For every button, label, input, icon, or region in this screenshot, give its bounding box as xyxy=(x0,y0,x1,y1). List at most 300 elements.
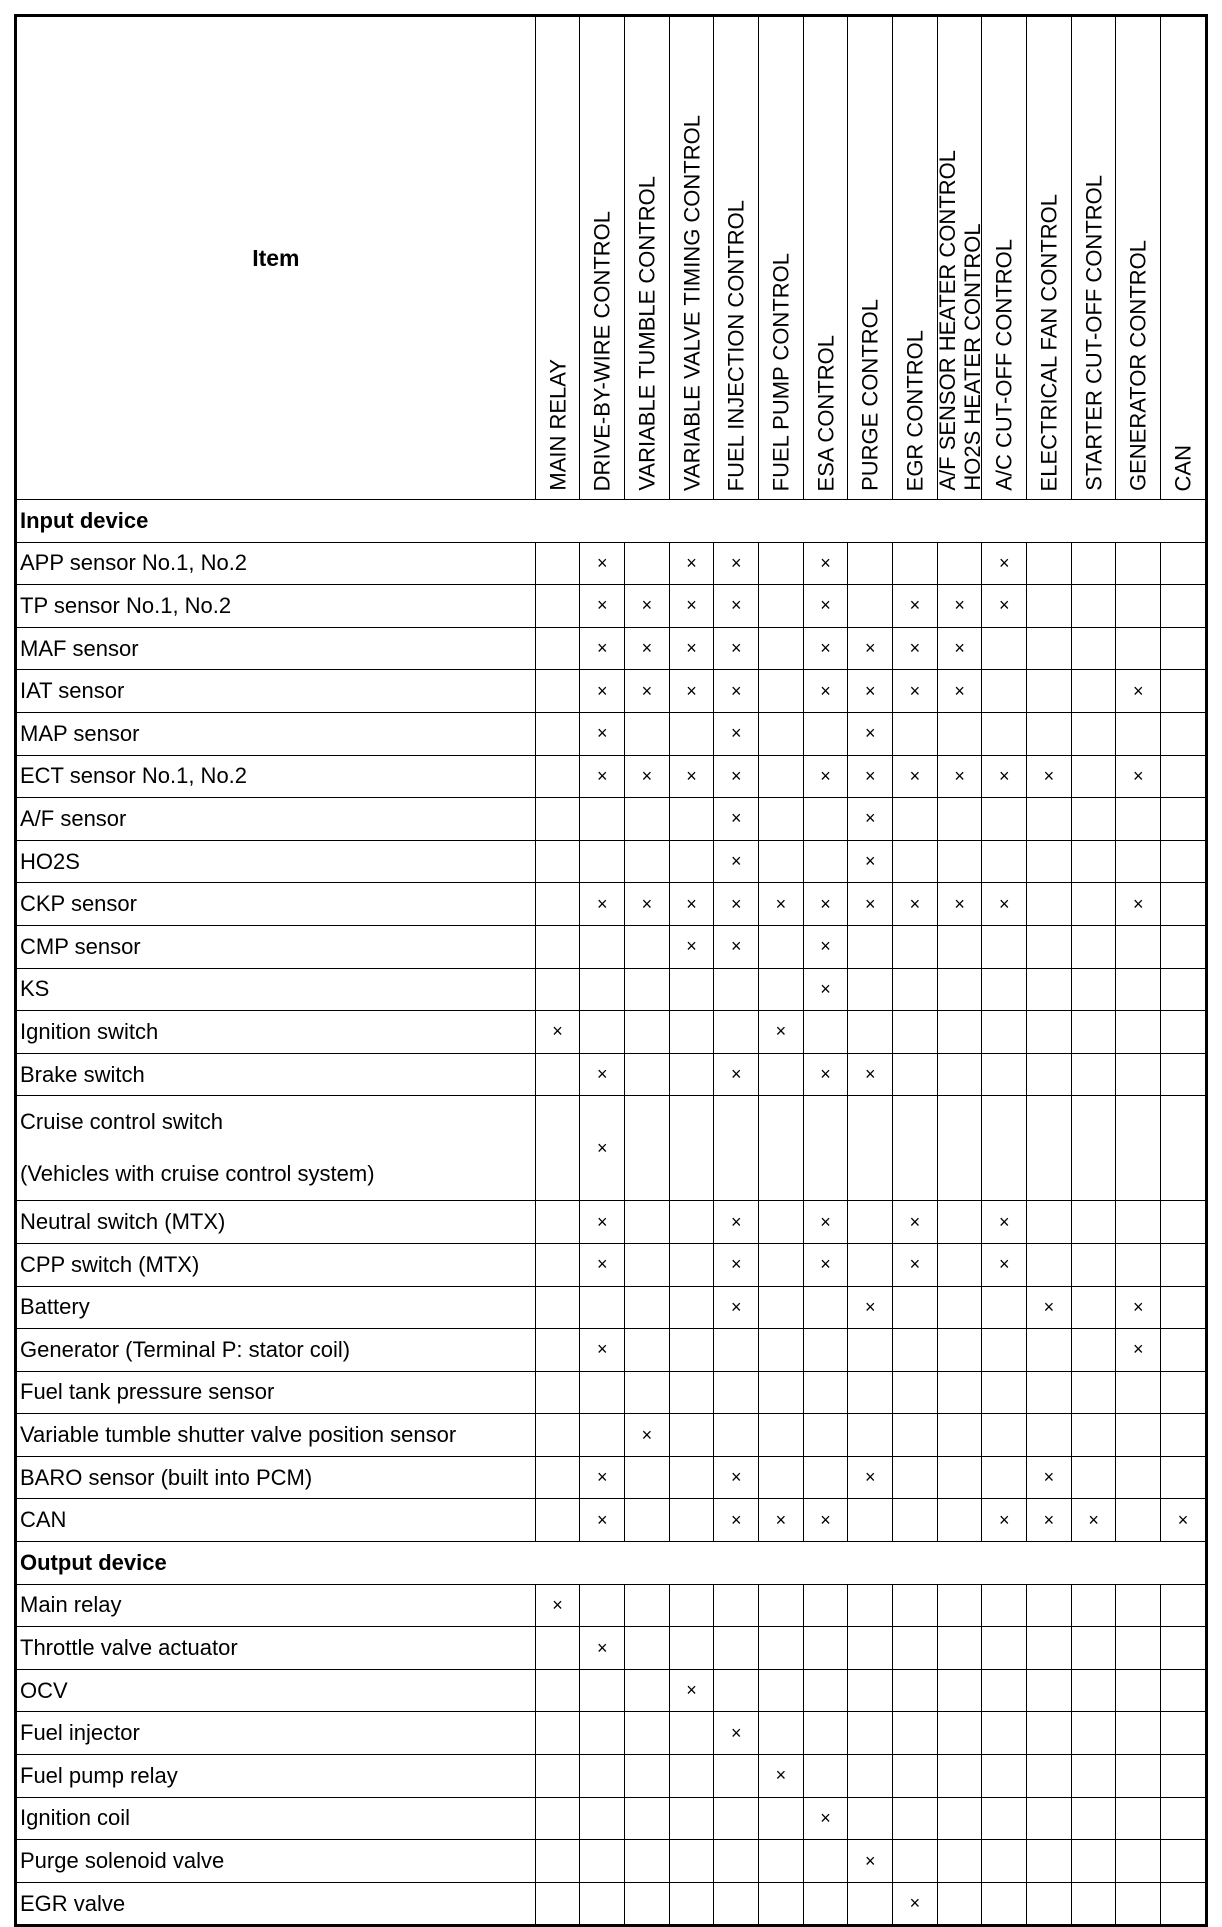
empty-cell xyxy=(535,968,580,1011)
empty-cell xyxy=(803,1096,848,1201)
empty-cell xyxy=(759,1286,804,1329)
empty-cell xyxy=(535,627,580,670)
marked-cell: × xyxy=(803,968,848,1011)
empty-cell xyxy=(625,1286,670,1329)
table-row xyxy=(16,798,1207,841)
section-title: Input device xyxy=(16,500,536,543)
empty-cell xyxy=(535,1329,580,1372)
empty-cell xyxy=(759,925,804,968)
empty-cell xyxy=(1161,542,1207,585)
empty-cell xyxy=(535,1755,580,1798)
empty-cell xyxy=(625,798,670,841)
table-row xyxy=(16,1286,1207,1329)
empty-cell xyxy=(848,1096,893,1201)
empty-cell xyxy=(535,712,580,755)
empty-cell xyxy=(1161,1797,1207,1840)
empty-cell xyxy=(982,1669,1027,1712)
row-label: Main relay xyxy=(16,1584,536,1627)
marked-cell: × xyxy=(625,755,670,798)
item-column-header: Item xyxy=(16,16,536,500)
marked-cell: × xyxy=(535,1011,580,1054)
marked-cell: × xyxy=(669,670,714,713)
empty-cell xyxy=(759,1243,804,1286)
empty-cell xyxy=(1027,1797,1072,1840)
empty-cell xyxy=(625,1840,670,1883)
empty-cell xyxy=(893,1096,938,1201)
row-label: BARO sensor (built into PCM) xyxy=(16,1456,536,1499)
empty-cell xyxy=(803,1882,848,1926)
empty-cell xyxy=(759,1840,804,1883)
empty-cell xyxy=(982,1053,1027,1096)
marked-cell: × xyxy=(1116,1286,1161,1329)
empty-cell xyxy=(1071,1329,1116,1372)
empty-cell xyxy=(759,1329,804,1372)
marked-cell: × xyxy=(714,755,759,798)
row-label: Ignition switch xyxy=(16,1011,536,1054)
empty-cell xyxy=(1116,1011,1161,1054)
marked-cell: × xyxy=(937,883,982,926)
column-header xyxy=(714,16,759,500)
empty-cell xyxy=(535,1797,580,1840)
empty-cell xyxy=(1071,1456,1116,1499)
table-row xyxy=(16,1456,1207,1499)
row-label: Battery xyxy=(16,1286,536,1329)
marked-cell: × xyxy=(625,585,670,628)
section-blank-cell xyxy=(803,500,848,543)
table-row xyxy=(16,1755,1207,1798)
empty-cell xyxy=(535,1286,580,1329)
empty-cell xyxy=(535,1882,580,1926)
marked-cell: × xyxy=(893,670,938,713)
marked-cell: × xyxy=(848,1053,893,1096)
marked-cell: × xyxy=(714,925,759,968)
row-label: MAF sensor xyxy=(16,627,536,670)
column-header xyxy=(1161,16,1207,500)
empty-cell xyxy=(625,1201,670,1244)
column-header-label: MAIN RELAY xyxy=(545,359,571,491)
row-label: Fuel pump relay xyxy=(16,1755,536,1798)
empty-cell xyxy=(1071,1286,1116,1329)
empty-cell xyxy=(759,712,804,755)
empty-cell xyxy=(714,1755,759,1798)
empty-cell xyxy=(893,1011,938,1054)
column-header xyxy=(580,16,625,500)
empty-cell xyxy=(759,542,804,585)
marked-cell: × xyxy=(982,585,1027,628)
empty-cell xyxy=(937,968,982,1011)
empty-cell xyxy=(625,542,670,585)
empty-cell xyxy=(982,627,1027,670)
empty-cell xyxy=(1161,585,1207,628)
empty-cell xyxy=(848,1669,893,1712)
empty-cell xyxy=(848,1797,893,1840)
empty-cell xyxy=(1071,712,1116,755)
empty-cell xyxy=(625,1499,670,1542)
empty-cell xyxy=(535,925,580,968)
row-label: OCV xyxy=(16,1669,536,1712)
marked-cell: × xyxy=(803,670,848,713)
marked-cell: × xyxy=(982,883,1027,926)
marked-cell: × xyxy=(848,670,893,713)
empty-cell xyxy=(669,1456,714,1499)
empty-cell xyxy=(1071,1011,1116,1054)
column-header-label: STARTER CUT-OFF CONTROL xyxy=(1081,175,1107,491)
marked-cell: × xyxy=(803,883,848,926)
empty-cell xyxy=(669,1627,714,1670)
empty-cell xyxy=(1071,755,1116,798)
empty-cell xyxy=(1116,1053,1161,1096)
empty-cell xyxy=(1161,670,1207,713)
marked-cell: × xyxy=(937,585,982,628)
empty-cell xyxy=(982,1286,1027,1329)
empty-cell xyxy=(803,1712,848,1755)
empty-cell xyxy=(803,798,848,841)
table-row xyxy=(16,1011,1207,1054)
row-label: Generator (Terminal P: stator coil) xyxy=(16,1329,536,1372)
section-blank-cell xyxy=(1027,1542,1072,1585)
empty-cell xyxy=(535,1712,580,1755)
empty-cell xyxy=(937,798,982,841)
marked-cell: × xyxy=(714,542,759,585)
empty-cell xyxy=(848,1371,893,1414)
marked-cell: × xyxy=(937,755,982,798)
marked-cell: × xyxy=(848,1286,893,1329)
empty-cell xyxy=(625,840,670,883)
marked-cell: × xyxy=(1027,1286,1072,1329)
marked-cell: × xyxy=(848,840,893,883)
table-row xyxy=(16,585,1207,628)
marked-cell: × xyxy=(1027,755,1072,798)
table-row xyxy=(16,712,1207,755)
empty-cell xyxy=(535,1371,580,1414)
column-header xyxy=(1027,16,1072,500)
empty-cell xyxy=(1116,1755,1161,1798)
empty-cell xyxy=(759,1627,804,1670)
empty-cell xyxy=(1071,585,1116,628)
section-blank-cell xyxy=(669,1542,714,1585)
empty-cell xyxy=(669,1096,714,1201)
empty-cell xyxy=(580,1755,625,1798)
row-label: CPP switch (MTX) xyxy=(16,1243,536,1286)
empty-cell xyxy=(982,1755,1027,1798)
empty-cell xyxy=(535,1243,580,1286)
empty-cell xyxy=(714,1329,759,1372)
empty-cell xyxy=(714,1882,759,1926)
empty-cell xyxy=(714,1371,759,1414)
empty-cell xyxy=(848,1712,893,1755)
empty-cell xyxy=(580,1371,625,1414)
row-label: TP sensor No.1, No.2 xyxy=(16,585,536,628)
empty-cell xyxy=(848,925,893,968)
empty-cell xyxy=(803,1755,848,1798)
empty-cell xyxy=(669,1329,714,1372)
empty-cell xyxy=(803,1414,848,1457)
row-label: Throttle valve actuator xyxy=(16,1627,536,1670)
empty-cell xyxy=(669,1414,714,1457)
empty-cell xyxy=(1161,1840,1207,1883)
empty-cell xyxy=(1071,542,1116,585)
empty-cell xyxy=(669,1243,714,1286)
section-blank-cell xyxy=(1116,500,1161,543)
empty-cell xyxy=(1071,1755,1116,1798)
empty-cell xyxy=(937,1797,982,1840)
empty-cell xyxy=(982,1797,1027,1840)
empty-cell xyxy=(714,968,759,1011)
empty-cell xyxy=(803,1584,848,1627)
empty-cell xyxy=(759,1882,804,1926)
empty-cell xyxy=(893,1584,938,1627)
marked-cell: × xyxy=(803,755,848,798)
marked-cell: × xyxy=(893,1243,938,1286)
marked-cell: × xyxy=(714,627,759,670)
empty-cell xyxy=(848,585,893,628)
empty-cell xyxy=(625,712,670,755)
section-blank-cell xyxy=(759,500,804,543)
empty-cell xyxy=(1116,840,1161,883)
row-label: Purge solenoid valve xyxy=(16,1840,536,1883)
marked-cell: × xyxy=(893,755,938,798)
empty-cell xyxy=(893,542,938,585)
marked-cell: × xyxy=(1027,1456,1072,1499)
empty-cell xyxy=(893,1371,938,1414)
row-label: MAP sensor xyxy=(16,712,536,755)
marked-cell: × xyxy=(714,712,759,755)
row-label: Fuel tank pressure sensor xyxy=(16,1371,536,1414)
empty-cell xyxy=(937,1286,982,1329)
empty-cell xyxy=(669,1584,714,1627)
empty-cell xyxy=(893,798,938,841)
column-header xyxy=(982,16,1027,500)
empty-cell xyxy=(893,1840,938,1883)
row-label: A/F sensor xyxy=(16,798,536,841)
section-blank-cell xyxy=(848,500,893,543)
empty-cell xyxy=(669,712,714,755)
empty-cell xyxy=(893,712,938,755)
empty-cell xyxy=(937,1371,982,1414)
empty-cell xyxy=(1116,1712,1161,1755)
empty-cell xyxy=(669,1840,714,1883)
empty-cell xyxy=(759,585,804,628)
empty-cell xyxy=(625,1584,670,1627)
empty-cell xyxy=(1161,925,1207,968)
empty-cell xyxy=(1161,1371,1207,1414)
table-row xyxy=(16,1414,1207,1457)
marked-cell: × xyxy=(982,1201,1027,1244)
empty-cell xyxy=(848,1011,893,1054)
empty-cell xyxy=(1027,840,1072,883)
marked-cell: × xyxy=(1116,883,1161,926)
marked-cell: × xyxy=(759,883,804,926)
marked-cell: × xyxy=(803,925,848,968)
empty-cell xyxy=(1116,968,1161,1011)
empty-cell xyxy=(893,1499,938,1542)
empty-cell xyxy=(759,1096,804,1201)
table-row xyxy=(16,883,1207,926)
empty-cell xyxy=(803,1627,848,1670)
marked-cell: × xyxy=(535,1584,580,1627)
empty-cell xyxy=(893,1797,938,1840)
empty-cell xyxy=(625,1243,670,1286)
marked-cell: × xyxy=(580,627,625,670)
empty-cell xyxy=(1071,1669,1116,1712)
empty-cell xyxy=(1027,1669,1072,1712)
empty-cell xyxy=(669,968,714,1011)
empty-cell xyxy=(848,1414,893,1457)
empty-cell xyxy=(535,1414,580,1457)
empty-cell xyxy=(893,1414,938,1457)
empty-cell xyxy=(893,1456,938,1499)
empty-cell xyxy=(982,1712,1027,1755)
column-header xyxy=(848,16,893,500)
empty-cell xyxy=(848,542,893,585)
empty-cell xyxy=(580,1669,625,1712)
empty-cell xyxy=(625,1755,670,1798)
marked-cell: × xyxy=(759,1755,804,1798)
marked-cell: × xyxy=(803,1053,848,1096)
marked-cell: × xyxy=(714,1201,759,1244)
empty-cell xyxy=(759,840,804,883)
empty-cell xyxy=(803,712,848,755)
empty-cell xyxy=(580,968,625,1011)
empty-cell xyxy=(580,925,625,968)
row-label: Variable tumble shutter valve position sensor xyxy=(16,1414,536,1457)
table-row xyxy=(16,670,1207,713)
empty-cell xyxy=(759,1201,804,1244)
column-header-label: VARIABLE VALVE TIMING CONTROL xyxy=(679,114,705,491)
empty-cell xyxy=(982,1882,1027,1926)
section-blank-cell xyxy=(714,500,759,543)
empty-cell xyxy=(535,1669,580,1712)
marked-cell: × xyxy=(580,1053,625,1096)
row-label: KS xyxy=(16,968,536,1011)
empty-cell xyxy=(669,1755,714,1798)
empty-cell xyxy=(1071,1627,1116,1670)
row-label: EGR valve xyxy=(16,1882,536,1926)
empty-cell xyxy=(1071,1053,1116,1096)
empty-cell xyxy=(1161,883,1207,926)
marked-cell: × xyxy=(580,1243,625,1286)
empty-cell xyxy=(759,1669,804,1712)
marked-cell: × xyxy=(893,1882,938,1926)
empty-cell xyxy=(1027,1096,1072,1201)
empty-cell xyxy=(982,798,1027,841)
empty-cell xyxy=(535,1201,580,1244)
empty-cell xyxy=(714,1011,759,1054)
empty-cell xyxy=(535,1499,580,1542)
empty-cell xyxy=(982,1456,1027,1499)
table-row xyxy=(16,542,1207,585)
empty-cell xyxy=(1161,627,1207,670)
empty-cell xyxy=(1027,968,1072,1011)
empty-cell xyxy=(1116,1840,1161,1883)
marked-cell: × xyxy=(625,670,670,713)
empty-cell xyxy=(1071,925,1116,968)
row-label: CKP sensor xyxy=(16,883,536,926)
empty-cell xyxy=(848,968,893,1011)
section-blank-cell xyxy=(982,1542,1027,1585)
empty-cell xyxy=(893,1755,938,1798)
marked-cell: × xyxy=(669,925,714,968)
empty-cell xyxy=(714,1584,759,1627)
marked-cell: × xyxy=(580,1627,625,1670)
empty-cell xyxy=(1116,1243,1161,1286)
empty-cell xyxy=(1161,1627,1207,1670)
marked-cell: × xyxy=(848,755,893,798)
empty-cell xyxy=(714,1840,759,1883)
marked-cell: × xyxy=(714,585,759,628)
table-row xyxy=(16,1201,1207,1244)
marked-cell: × xyxy=(580,1096,625,1201)
empty-cell xyxy=(937,1096,982,1201)
marked-cell: × xyxy=(714,840,759,883)
empty-cell xyxy=(714,1627,759,1670)
marked-cell: × xyxy=(803,585,848,628)
empty-cell xyxy=(1027,1371,1072,1414)
empty-cell xyxy=(982,1011,1027,1054)
table-body xyxy=(16,500,1207,1926)
empty-cell xyxy=(1161,1201,1207,1244)
table-row xyxy=(16,840,1207,883)
empty-cell xyxy=(1071,1712,1116,1755)
column-header xyxy=(803,16,848,500)
row-label: Cruise control switch (Vehicles with cruise control system) xyxy=(16,1096,536,1201)
empty-cell xyxy=(1071,1243,1116,1286)
empty-cell xyxy=(1161,1755,1207,1798)
column-header xyxy=(535,16,580,500)
row-label: HO2S xyxy=(16,840,536,883)
empty-cell xyxy=(1071,1371,1116,1414)
table-row xyxy=(16,1096,1207,1201)
empty-cell xyxy=(937,712,982,755)
empty-cell xyxy=(848,1499,893,1542)
empty-cell xyxy=(982,840,1027,883)
table-row xyxy=(16,1712,1207,1755)
empty-cell xyxy=(1071,798,1116,841)
marked-cell: × xyxy=(1116,1329,1161,1372)
empty-cell xyxy=(625,1053,670,1096)
section-blank-cell xyxy=(714,1542,759,1585)
empty-cell xyxy=(893,968,938,1011)
empty-cell xyxy=(1161,1882,1207,1926)
empty-cell xyxy=(1027,925,1072,968)
row-label: Neutral switch (MTX) xyxy=(16,1201,536,1244)
empty-cell xyxy=(1161,1053,1207,1096)
empty-cell xyxy=(669,1201,714,1244)
table-row xyxy=(16,627,1207,670)
empty-cell xyxy=(982,1096,1027,1201)
marked-cell: × xyxy=(848,712,893,755)
empty-cell xyxy=(1027,1627,1072,1670)
marked-cell: × xyxy=(848,627,893,670)
empty-cell xyxy=(1116,1669,1161,1712)
section-blank-cell xyxy=(937,1542,982,1585)
marked-cell: × xyxy=(625,1414,670,1457)
empty-cell xyxy=(1116,585,1161,628)
column-header xyxy=(893,16,938,500)
empty-cell xyxy=(848,1584,893,1627)
empty-cell xyxy=(535,585,580,628)
marked-cell: × xyxy=(937,627,982,670)
empty-cell xyxy=(625,1797,670,1840)
empty-cell xyxy=(535,1456,580,1499)
marked-cell: × xyxy=(669,542,714,585)
empty-cell xyxy=(848,1627,893,1670)
empty-cell xyxy=(937,1627,982,1670)
empty-cell xyxy=(625,925,670,968)
column-header xyxy=(1071,16,1116,500)
empty-cell xyxy=(1116,542,1161,585)
marked-cell: × xyxy=(714,883,759,926)
